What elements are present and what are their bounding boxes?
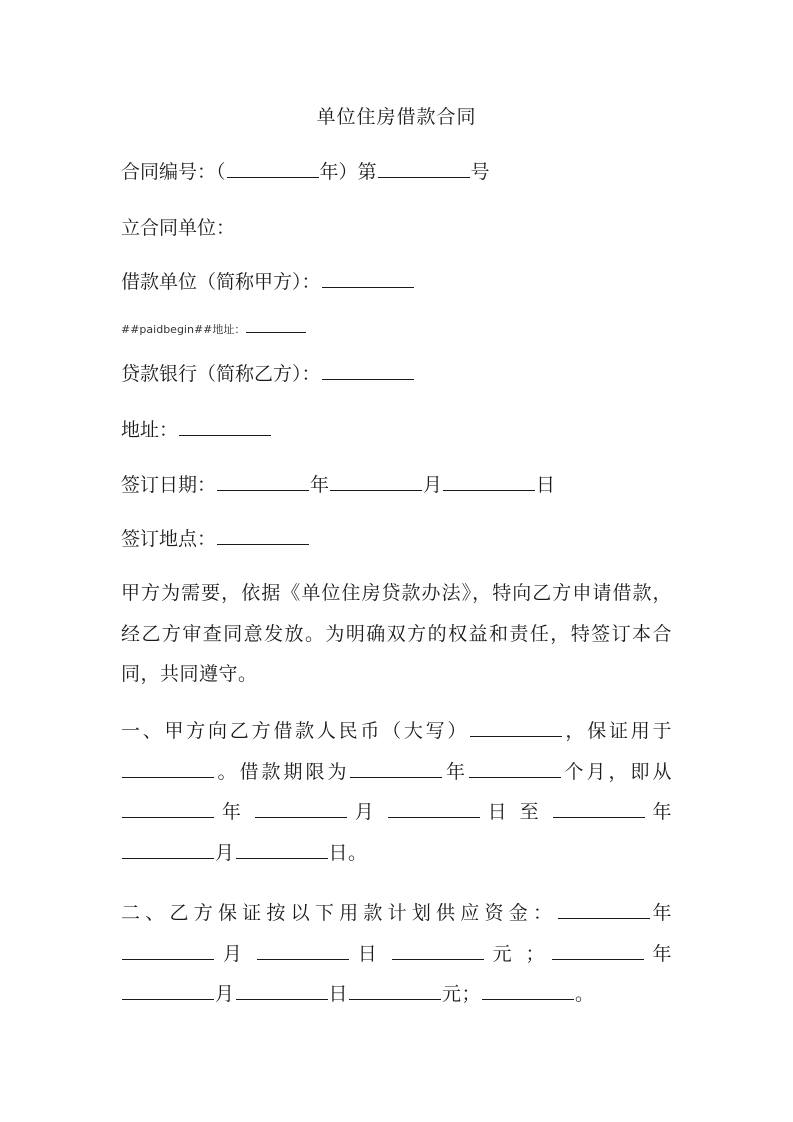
sign-date-day: 日 <box>536 474 556 496</box>
sign-year-blank <box>217 473 309 491</box>
clause1-text-8: 日至 <box>480 801 552 823</box>
clause1-text-3: 。借款期限为 <box>215 760 350 783</box>
sign-date-month: 月 <box>423 474 443 496</box>
clause2-text-3: 月 <box>215 942 256 965</box>
sign-day-blank <box>443 473 535 491</box>
address-label: 地址： <box>121 419 179 441</box>
clause2-text-8: 日 <box>328 983 349 1005</box>
lender-line <box>121 360 415 388</box>
lender-blank <box>322 362 414 380</box>
clause2-amount-blank-2 <box>349 982 441 1000</box>
lender-label: 贷款银行（简称乙方）： <box>121 363 321 385</box>
clause1-start-month-blank <box>255 800 347 818</box>
sign-date-year: 年 <box>310 474 330 496</box>
clause2-amount-blank-3 <box>482 982 574 1000</box>
clause1-end-month-blank <box>122 841 214 859</box>
clause2-text-1: 二、乙方保证按以下用款计划供应资金： <box>121 902 558 924</box>
clause1-text-9: 年 <box>645 801 672 823</box>
borrower-label: 借款单位（简称甲方）： <box>121 271 321 293</box>
contract-number-suffix: 号 <box>470 161 490 183</box>
watermark-address-label: 地址： <box>212 323 246 336</box>
clause2-amount-blank-1 <box>392 942 484 960</box>
clause2-day-blank-1 <box>257 942 349 960</box>
clause2-text-6: 年 <box>644 942 672 965</box>
sign-place-line <box>121 525 310 553</box>
clause2-year-blank-2 <box>552 942 644 960</box>
sign-place-blank <box>217 527 309 545</box>
clause1-term-years-blank <box>350 760 442 778</box>
clause2-year-blank-1 <box>558 901 650 919</box>
sign-date-line <box>121 471 555 499</box>
address-blank <box>179 418 271 436</box>
clause1-text-5: 个月，即从 <box>561 760 672 783</box>
intro-paragraph: 甲方为需要，依据《单位住房贷款办法》，特向乙方申请借款，经乙方审查同意发放。为明确双方的权益和责任，特签订本合同，共同遵守。 <box>121 582 672 685</box>
clause1-end-day-blank <box>236 841 328 859</box>
parties-label: 立合同单位： <box>121 217 236 239</box>
clause2-month-blank-1 <box>122 942 214 960</box>
number-blank <box>378 160 470 178</box>
clause1-text-2: ，保证用于 <box>563 720 672 742</box>
clause1-text-7: 月 <box>347 801 387 823</box>
watermark-address-blank <box>246 323 306 333</box>
sign-date-label: 签订日期： <box>121 474 217 496</box>
clause1-purpose-blank <box>122 760 214 778</box>
page-title: 单位住房借款合同 <box>316 106 477 128</box>
contract-number-line <box>121 158 490 186</box>
sign-month-blank <box>330 473 422 491</box>
clause2-text-2: 年 <box>651 902 672 924</box>
clause2-text-7: 月 <box>215 983 235 1005</box>
clause1-amount-blank <box>470 719 562 737</box>
borrower-blank <box>322 270 414 288</box>
watermark-tag: ##paidbegin## <box>121 323 213 336</box>
clause1-text-11: 日。 <box>328 841 368 864</box>
clause1-text-10: 月 <box>215 841 235 864</box>
contract-number-year: 年）第 <box>319 161 377 183</box>
clause1-end-year-blank <box>553 800 645 818</box>
clause-1 <box>121 711 672 873</box>
contract-number-label: 合同编号：（ <box>121 161 226 183</box>
sign-place-label: 签订地点： <box>121 528 217 550</box>
clause1-start-day-blank <box>388 800 480 818</box>
borrower-line <box>121 268 415 296</box>
clause-2 <box>121 893 672 1015</box>
clause2-text-10: 。 <box>575 983 595 1005</box>
clause1-text-4: 年 <box>443 760 468 783</box>
watermark-line <box>121 323 307 337</box>
clause1-term-months-blank <box>469 760 561 778</box>
clause2-day-blank-2 <box>236 982 328 1000</box>
clause1-text-1: 一、甲方向乙方借款人民币（大写） <box>121 720 470 742</box>
clause2-month-blank-2 <box>122 982 214 1000</box>
address-line <box>121 416 272 444</box>
clause2-text-5: 元； <box>484 942 551 965</box>
clause2-text-4: 日 <box>349 942 391 965</box>
clause1-start-year-blank <box>122 800 214 818</box>
clause2-text-9: 元； <box>442 983 482 1005</box>
year-blank <box>227 160 319 178</box>
clause1-text-6: 年 <box>215 801 254 823</box>
